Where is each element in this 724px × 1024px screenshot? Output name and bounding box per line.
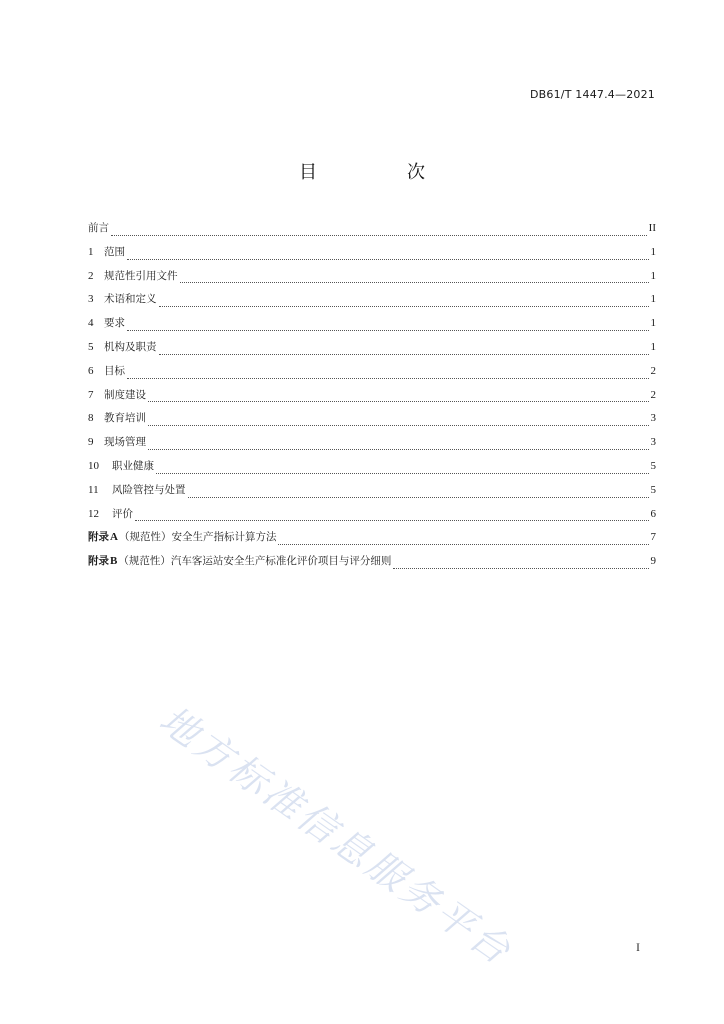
dot-leader	[111, 234, 647, 236]
toc-entry-number: 7	[88, 388, 94, 401]
document-code: DB61/T 1447.4—2021	[529, 88, 655, 101]
dot-leader	[135, 519, 649, 521]
toc-entry-11[interactable]	[88, 483, 656, 507]
toc-entry-label	[88, 554, 391, 568]
toc-entry-page: 1	[650, 340, 656, 353]
toc-entry-number: 11	[88, 483, 99, 496]
dot-leader	[156, 472, 649, 474]
toc-entry-5[interactable]	[88, 340, 656, 364]
toc-entry-label: 机构及职责	[104, 340, 157, 353]
appendix-type: （规范性）	[118, 531, 172, 544]
dot-leader	[148, 424, 649, 426]
toc-entry-page: 5	[650, 483, 656, 496]
toc-entry-page: 5	[650, 459, 656, 472]
toc-entry-label	[88, 530, 276, 544]
toc-entry-page: 1	[650, 269, 656, 282]
toc-entry-page: 2	[650, 364, 656, 377]
appendix-prefix: 附录	[88, 555, 109, 568]
toc-entry-label: 评价	[112, 507, 133, 520]
toc-title: 目 次	[299, 162, 461, 183]
toc-entry-6[interactable]	[88, 364, 656, 388]
appendix-letter: B	[110, 555, 118, 568]
page-number: I	[636, 940, 640, 954]
table-of-contents	[88, 221, 656, 578]
dot-leader	[127, 377, 649, 379]
appendix-title: 汽车客运站安全生产标准化评价项目与评分细则	[170, 555, 392, 568]
dot-leader	[159, 353, 649, 355]
toc-entry-label: 术语和定义	[104, 293, 157, 306]
toc-entry-10[interactable]	[88, 459, 656, 483]
toc-entry-number: 1	[88, 245, 94, 258]
toc-entry-page: 1	[650, 245, 656, 258]
toc-entry-page: II	[648, 222, 656, 234]
toc-entry-foreword[interactable]	[88, 221, 656, 245]
toc-entry-label: 范围	[104, 245, 125, 258]
dot-leader	[278, 543, 648, 545]
appendix-prefix: 附录	[88, 531, 109, 544]
toc-entry-4[interactable]	[88, 316, 656, 340]
dot-leader	[148, 448, 649, 450]
toc-entry-7[interactable]	[88, 388, 656, 412]
toc-entry-label: 制度建设	[104, 388, 146, 401]
toc-entry-number: 6	[88, 364, 94, 377]
appendix-title: 安全生产指标计算方法	[171, 531, 277, 544]
toc-entry-8[interactable]	[88, 411, 656, 435]
toc-entry-page: 3	[650, 436, 656, 449]
toc-entry-label: 目标	[104, 364, 125, 377]
toc-entry-1[interactable]	[88, 245, 656, 269]
toc-entry-3[interactable]	[88, 292, 656, 316]
toc-entry-label: 教育培训	[104, 412, 146, 425]
toc-entry-12[interactable]	[88, 507, 656, 531]
dot-leader	[180, 281, 649, 283]
toc-entry-number: 4	[88, 317, 94, 330]
toc-entry-number: 10	[88, 459, 99, 472]
toc-entry-label: 要求	[104, 317, 125, 330]
appendix-letter: A	[110, 531, 118, 544]
toc-entry-page: 1	[650, 317, 656, 330]
toc-entry-9[interactable]	[88, 435, 656, 459]
dot-leader	[393, 567, 648, 569]
toc-entry-page: 6	[650, 507, 656, 520]
toc-entry-number: 5	[88, 340, 94, 353]
toc-entry-appendix-b[interactable]	[88, 554, 656, 578]
toc-entry-number: 3	[88, 293, 94, 306]
dot-leader	[188, 496, 649, 498]
toc-entry-label: 风险管控与处置	[112, 483, 186, 496]
watermark: 地方标准信息服务平台	[151, 697, 521, 975]
toc-entry-page: 9	[650, 555, 656, 568]
toc-entry-page: 7	[650, 531, 656, 544]
toc-entry-page: 2	[650, 388, 656, 401]
toc-entry-label: 职业健康	[112, 459, 154, 472]
toc-entry-2[interactable]	[88, 269, 656, 293]
dot-leader	[148, 400, 649, 402]
toc-entry-label: 前言	[88, 222, 109, 234]
toc-entry-page: 3	[650, 412, 656, 425]
appendix-type: （规范性）	[118, 555, 171, 568]
toc-entry-page: 1	[650, 293, 656, 306]
toc-entry-label: 规范性引用文件	[104, 269, 178, 282]
toc-entry-label: 现场管理	[104, 436, 146, 449]
dot-leader	[159, 305, 649, 307]
dot-leader	[127, 258, 649, 260]
dot-leader	[127, 329, 649, 331]
toc-entry-number: 2	[88, 269, 94, 282]
toc-entry-number: 8	[88, 412, 94, 425]
toc-entry-appendix-a[interactable]	[88, 530, 656, 554]
toc-entry-number: 9	[88, 436, 94, 449]
toc-entry-number: 12	[88, 507, 99, 520]
